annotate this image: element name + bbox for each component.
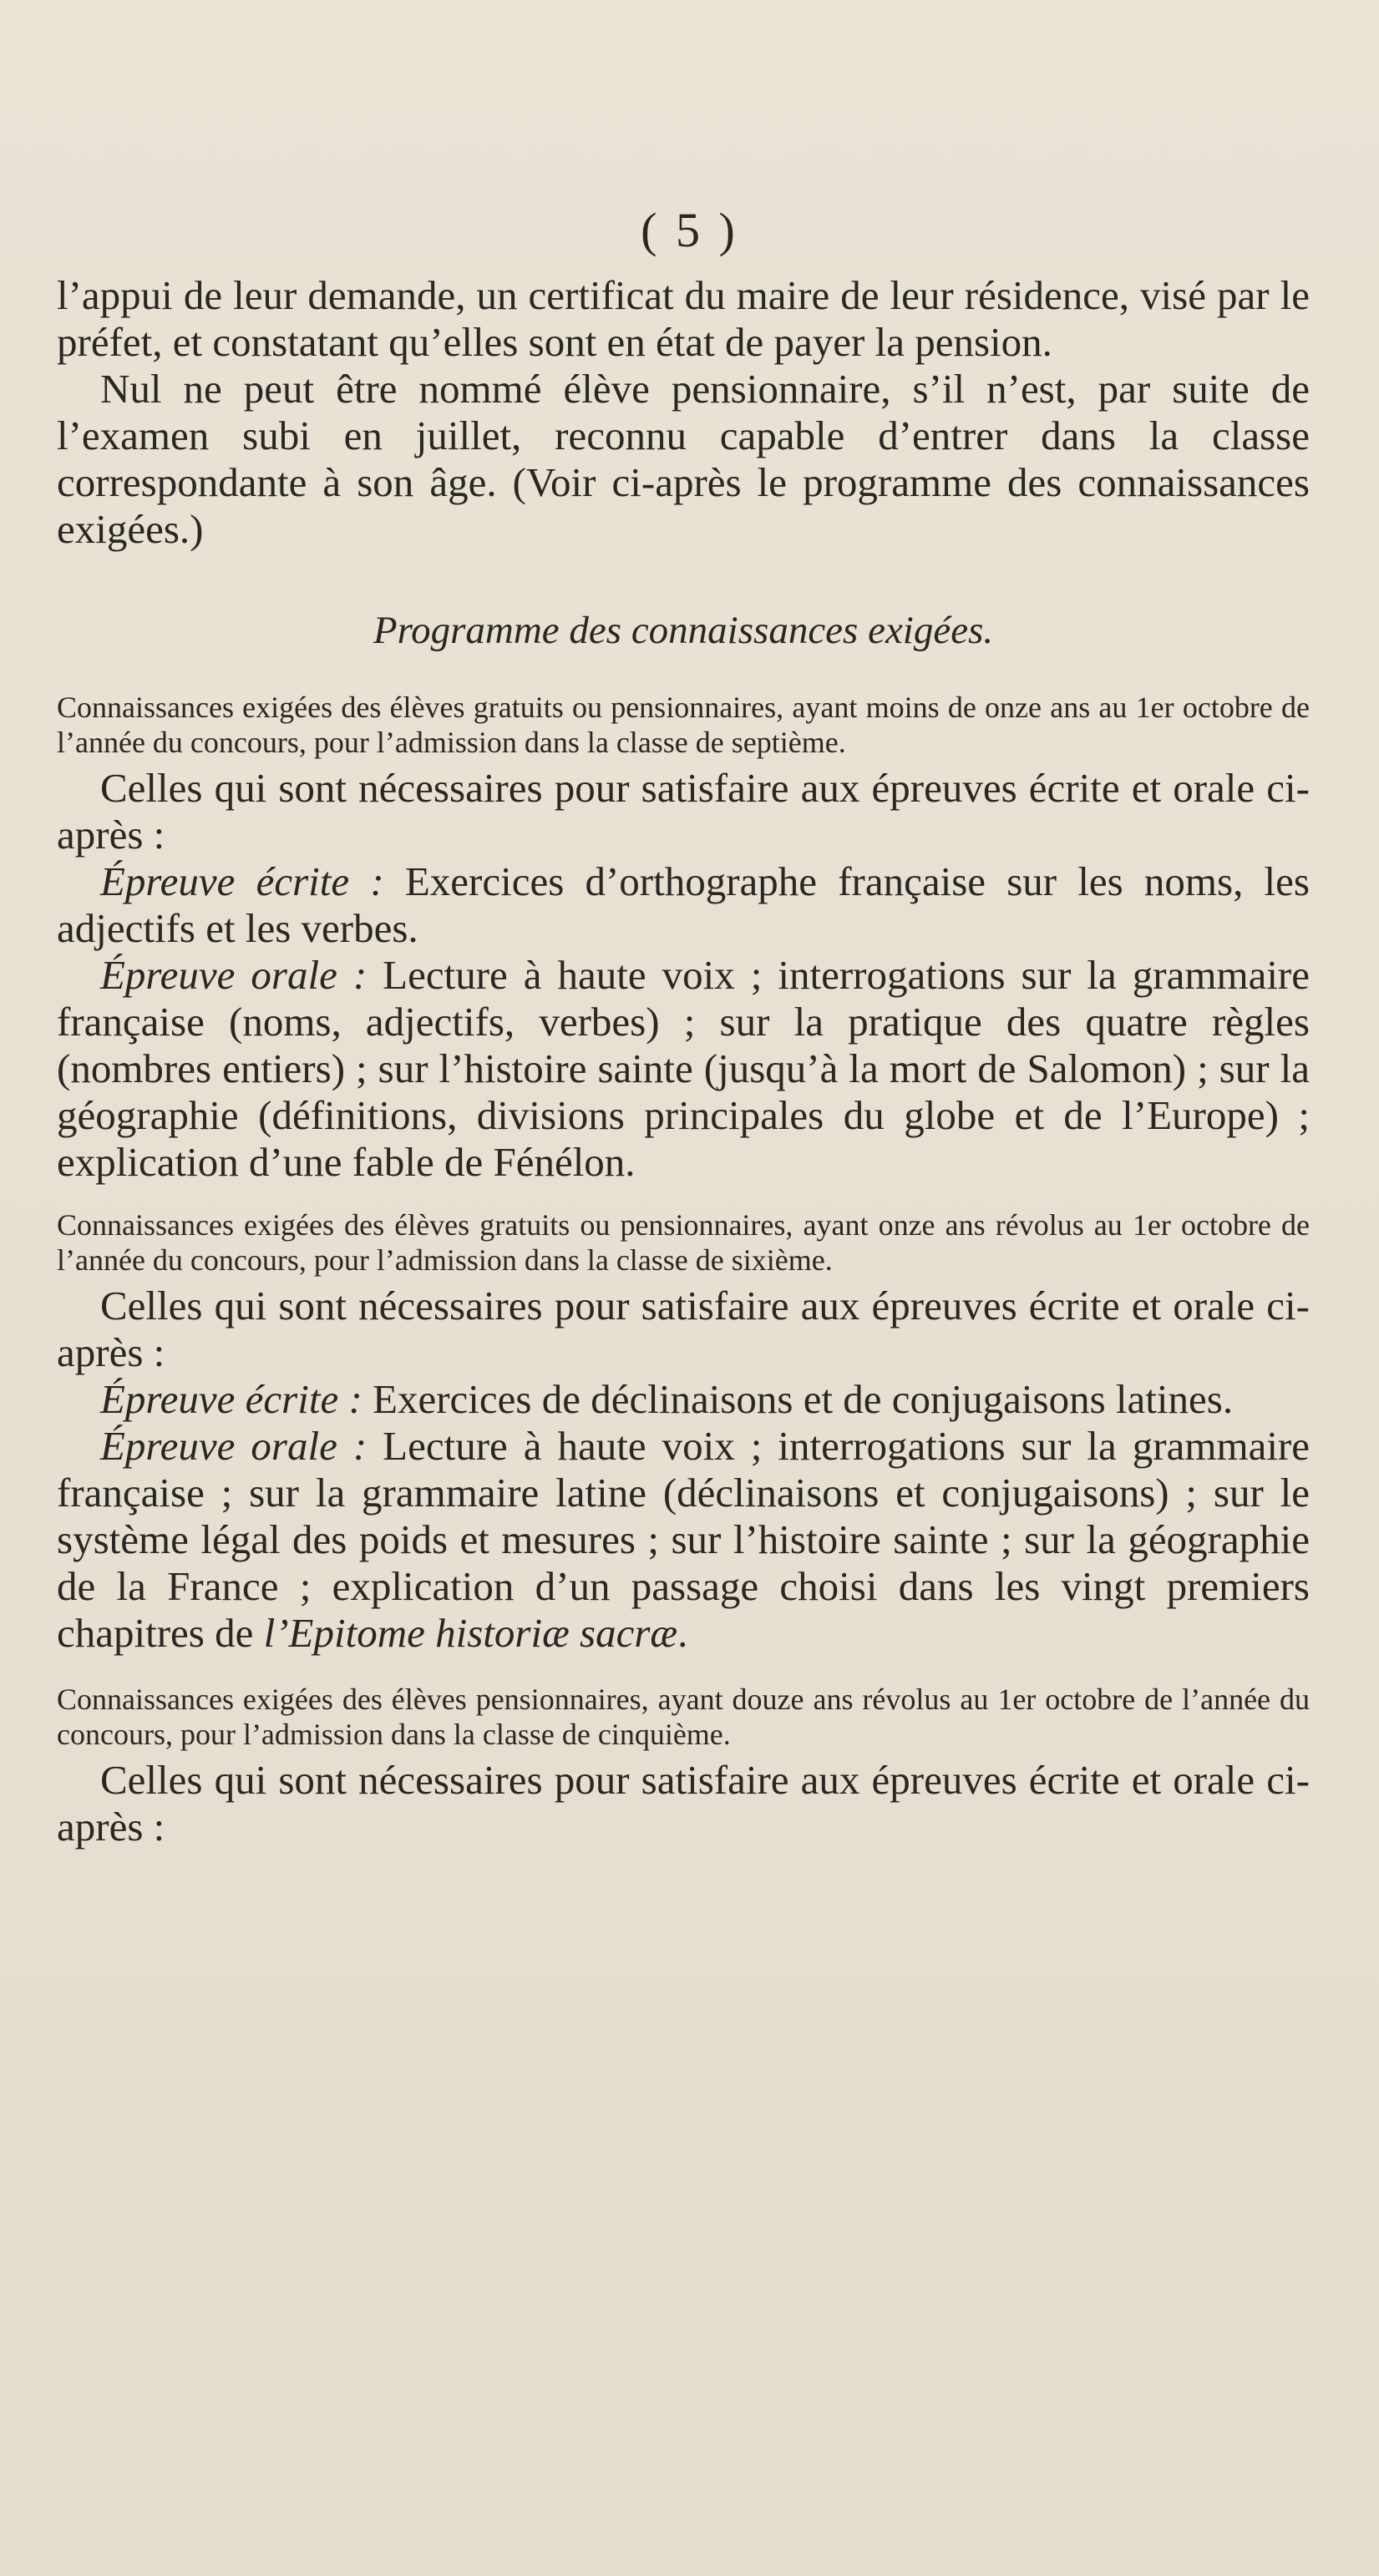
cinquieme-celles: Celles qui sont nécessaires pour satisfaire aux épreuves écrite et orale ci-après : bbox=[57, 1757, 1310, 1850]
epreuve-orale-text: Lecture à haute voix ; interrogations sur la grammaire française ; sur la grammaire latine (déclinaisons et conjugaisons) ; sur le système légal des poids et mesures ; sur l’histoire sainte ; sur la géographie de la France ; explication d’un passage choisi dans les vingt premiers chapitres de bbox=[57, 1423, 1310, 1656]
epreuve-orale-end: . bbox=[677, 1610, 688, 1656]
septieme-celles: Celles qui sont nécessaires pour satisfaire aux épreuves écrite et orale ci-après : bbox=[57, 765, 1310, 858]
page-number: ( 5 ) bbox=[641, 203, 738, 257]
epreuve-orale-label: Épreuve orale : bbox=[100, 1423, 368, 1469]
paragraph-intro: l’appui de leur demande, un certificat du maire de leur résidence, visé par le préfet, et constatant qu’elles sont en état de payer la pension. bbox=[57, 272, 1310, 365]
cinquieme-intro: Connaissances exigées des élèves pensionnaires, ayant douze ans révolus au 1er octobre de l’année du concours, pour l’admission dans la classe de cinquième. bbox=[57, 1683, 1310, 1751]
epreuve-ecrite-label: Épreuve écrite : bbox=[100, 1376, 362, 1422]
sixieme-celles: Celles qui sont nécessaires pour satisfaire aux épreuves écrite et orale ci-après : bbox=[57, 1283, 1310, 1375]
sixieme-intro: Connaissances exigées des élèves gratuits ou pensionnaires, ayant onze ans révolus au 1er octobre de l’année du concours, pour l’admission dans la classe de sixième. bbox=[57, 1208, 1310, 1277]
epreuve-ecrite-text: Exercices de déclinaisons et de conjugaisons latines. bbox=[362, 1376, 1234, 1422]
sixieme-epreuve-orale bbox=[57, 1423, 1310, 1657]
epreuve-ecrite-label: Épreuve écrite : bbox=[100, 858, 384, 904]
text-block bbox=[57, 272, 1310, 1850]
epreuve-ecrite-text: Exercices d’orthographe française sur les noms, les adjectifs et les verbes. bbox=[57, 858, 1310, 951]
paragraph-nul: Nul ne peut être nommé élève pensionnaire, s’il n’est, par suite de l’examen subi en juillet, reconnu capable d’entrer dans la classe correspondante à son âge. (Voir ci-après le programme des connaissances exigées.) bbox=[57, 366, 1310, 552]
sixieme-epreuve-ecrite bbox=[57, 1376, 1310, 1423]
epitome-title: l’Epitome historiæ sacræ bbox=[263, 1610, 678, 1656]
epreuve-orale-label: Épreuve orale : bbox=[100, 952, 368, 998]
septieme-epreuve-orale bbox=[57, 952, 1310, 1186]
section-heading: Programme des connaissances exigées. bbox=[373, 609, 994, 652]
epreuve-orale-text: Lecture à haute voix ; interrogations sur la grammaire française (noms, adjectifs, verbes) ; sur la pratique des quatre règles (nombres entiers) ; sur l’histoire sainte (jusqu’à la mort de Salomon) ; sur la géographie (définitions, divisions principales du globe et de l’Europe) ; explication d’une fable de Fénélon. bbox=[57, 952, 1310, 1185]
septieme-intro: Connaissances exigées des élèves gratuits ou pensionnaires, ayant moins de onze ans au 1er octobre de l’année du concours, pour l’admission dans la classe de septième. bbox=[57, 691, 1310, 759]
septieme-epreuve-ecrite bbox=[57, 858, 1310, 952]
